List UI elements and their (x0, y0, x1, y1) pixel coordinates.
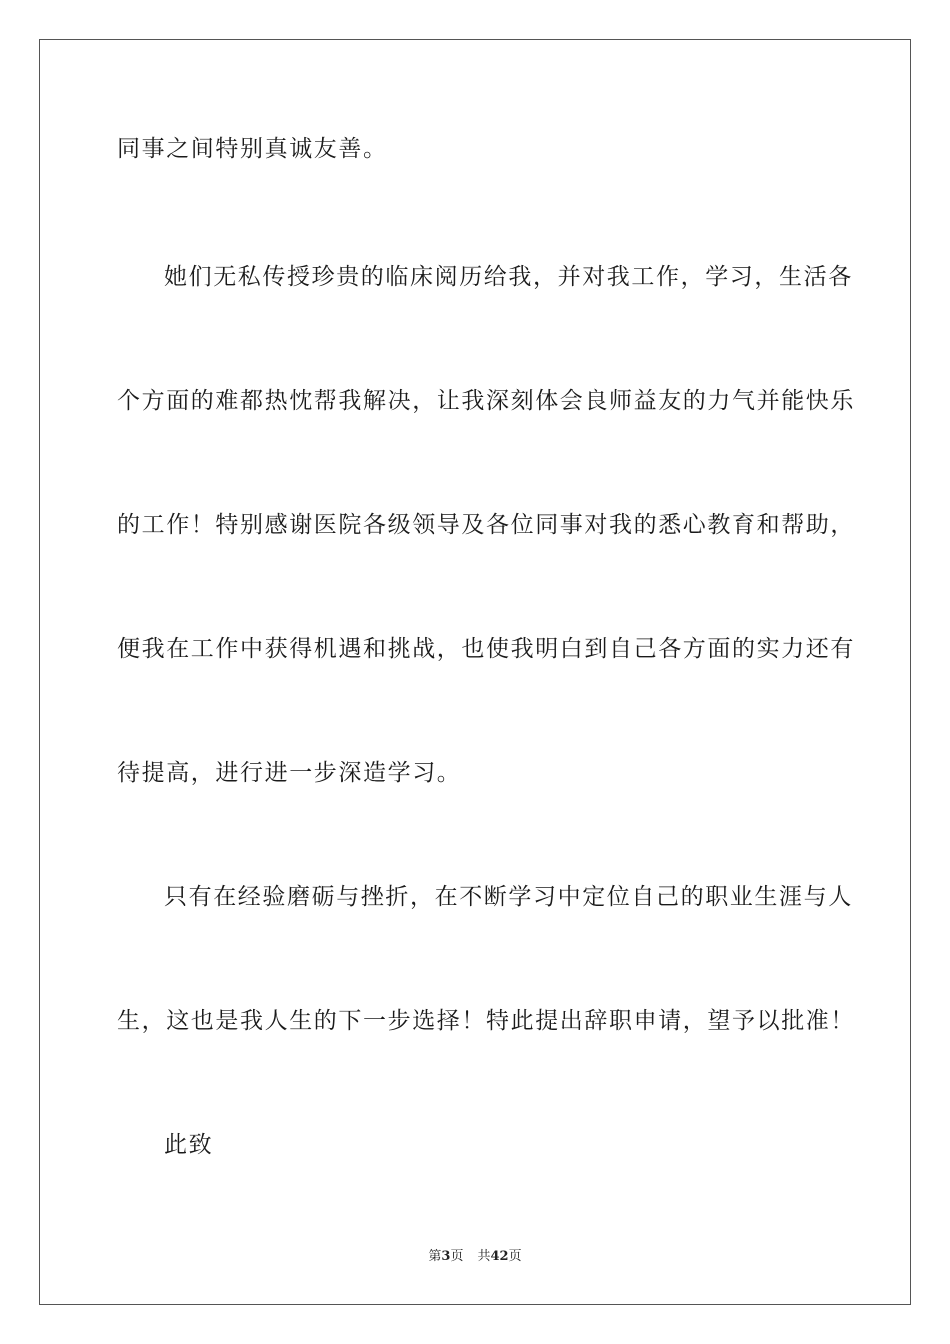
paragraph-line-1: 同事之间特别真诚友善。 (117, 136, 388, 162)
footer-page-prefix: 第 (428, 1249, 442, 1264)
footer-total-suffix: 页 (508, 1249, 522, 1264)
paragraph-line-7: 只有在经验磨砺与挫折，在不断学习中定位自己的职业生涯与人 (164, 884, 853, 910)
paragraph-line-5: 便我在工作中获得机遇和挑战，也使我明白到自己各方面的实力还有 (117, 636, 855, 662)
paragraph-line-8: 生，这也是我人生的下一步选择！特此提出辞职申请，望予以批准！ (117, 1008, 855, 1034)
footer-page-number: 3 (441, 1249, 451, 1264)
paragraph-line-6: 待提高，进行进一步深造学习。 (117, 760, 462, 786)
paragraph-line-2: 她们无私传授珍贵的临床阅历给我，并对我工作，学习，生活各 (164, 264, 853, 290)
footer-total-prefix: 共 (477, 1249, 491, 1264)
page-footer (0, 1248, 950, 1266)
footer-total-pages: 42 (490, 1249, 509, 1264)
closing-salutation: 此致 (164, 1132, 214, 1158)
paragraph-line-4: 的工作！特别感谢医院各级领导及各位同事对我的悉心教育和帮助， (117, 512, 855, 538)
footer-page-suffix: 页 (450, 1249, 464, 1264)
page-border (39, 39, 911, 1305)
paragraph-line-3: 个方面的难都热忱帮我解决，让我深刻体会良师益友的力气并能快乐 (117, 388, 855, 414)
